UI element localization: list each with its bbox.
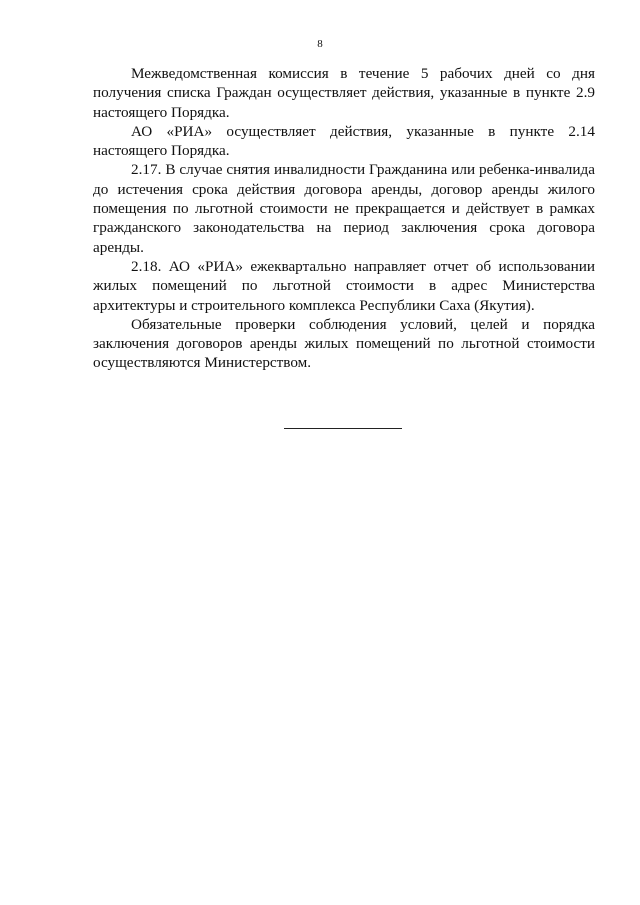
paragraph-mandatory-checks: Обязательные проверки соблюдения условий, целей и порядка заключения договоров аренды жилых помещений по льготной стоимости осуществляются Министерством. [93,315,595,372]
page-number: 8 [317,38,323,50]
document-body [93,64,595,373]
end-of-document-rule [284,428,402,429]
paragraph-2-18: 2.18. АО «РИА» ежеквартально направляет отчет об использовании жилых помещений по льготной стоимости в адрес Министерства архитектуры и строительного комплекса Республики Саха (Якутия). [93,257,595,314]
paragraph-2-17: 2.17. В случае снятия инвалидности Гражданина или ребенка-инвалида до истечения срока действия договора аренды, договор аренды жилого помещения по льготной стоимости не прекращается и действует в рамках гражданского законодательства на период заключения срока договора аренды. [93,161,595,256]
paragraph-ria-actions: АО «РИА» осуществляет действия, указанные в пункте 2.14 настоящего Порядка. [93,122,595,160]
paragraph-interagency-commission: Межведомственная комиссия в течение 5 рабочих дней со дня получения списка Граждан осуществляет действия, указанные в пункте 2.9 настоящего Порядка. [93,65,595,121]
